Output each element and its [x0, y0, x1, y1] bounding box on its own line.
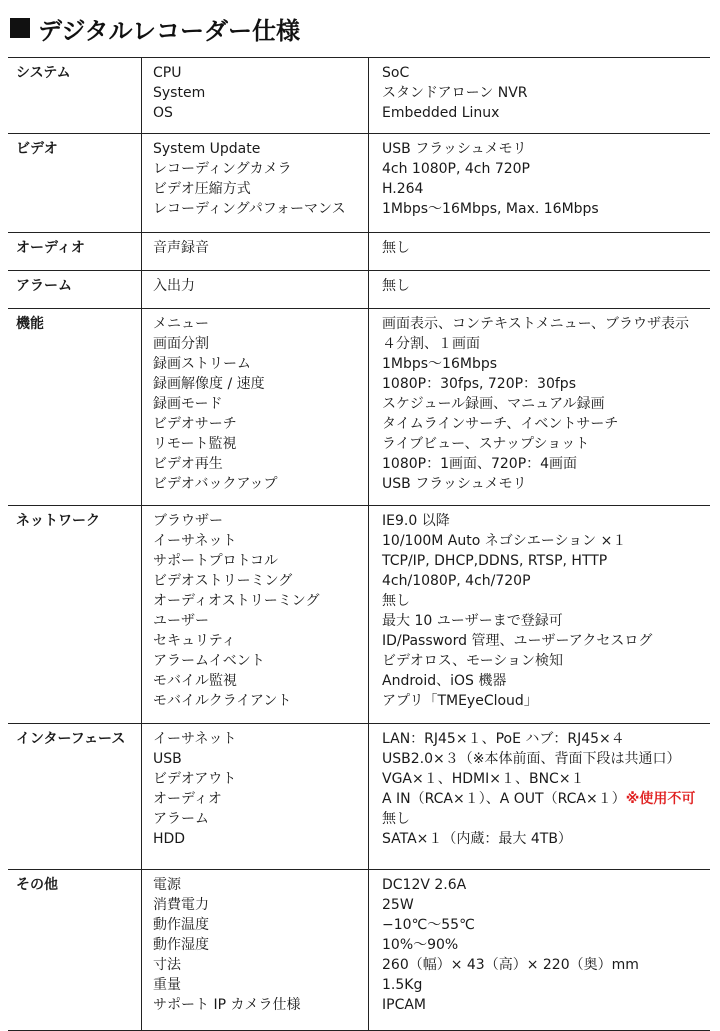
section-category: 機能 — [8, 309, 142, 506]
spec-value-line — [382, 915, 710, 935]
spec-table — [8, 57, 710, 1031]
spec-item-label: 録画モード — [153, 396, 223, 412]
spec-value-line — [382, 63, 710, 83]
section-values — [369, 58, 711, 134]
spec-value-line — [382, 935, 710, 955]
spec-value-line — [382, 83, 710, 103]
spec-value: IPCAM — [382, 997, 427, 1013]
spec-value-line — [382, 769, 710, 789]
spec-value-line — [382, 394, 710, 414]
spec-value-line — [382, 314, 710, 334]
spec-item-label: イーサネット — [153, 533, 237, 549]
spec-value: ビデオロス、モーション検知 — [382, 653, 564, 669]
spec-section — [8, 724, 710, 870]
spec-value: 画面表示、コンテキストメニュー、ブラウザ表示 — [382, 316, 690, 332]
spec-item-label: 寸法 — [153, 957, 181, 973]
spec-value: Embedded Linux — [382, 105, 500, 121]
spec-value-line — [382, 159, 710, 179]
spec-value-line — [382, 789, 710, 809]
section-category: オーディオ — [8, 233, 142, 271]
spec-value: 1080P：30fps, 720P：30fps — [382, 376, 576, 392]
spec-value: 最大 10 ユーザーまで登録可 — [382, 613, 563, 629]
spec-value-line — [382, 551, 710, 571]
spec-item-label: 音声録音 — [153, 240, 209, 256]
spec-value-line — [382, 875, 710, 895]
spec-item-label: 入出力 — [153, 278, 195, 294]
spec-value-line — [382, 276, 710, 296]
spec-value-line — [382, 354, 710, 374]
spec-value-line — [382, 829, 710, 849]
spec-value: 1.5Kg — [382, 977, 423, 993]
spec-item-label: レコーディングパフォーマンス — [153, 201, 346, 217]
section-items — [142, 271, 369, 309]
spec-item-label: ビデオサーチ — [153, 416, 237, 432]
section-category: その他 — [8, 870, 142, 1031]
spec-item-label: System — [153, 85, 206, 101]
section-items — [142, 724, 369, 870]
section-items — [142, 870, 369, 1031]
spec-value-line — [382, 571, 710, 591]
spec-item-label: オーディオストリーミング — [153, 593, 320, 609]
section-items — [142, 233, 369, 271]
spec-table-body — [8, 58, 710, 1031]
spec-value: 無し — [382, 240, 410, 256]
spec-value: H.264 — [382, 181, 424, 197]
section-category: インターフェース — [8, 724, 142, 870]
spec-item-label: イーサネット — [153, 731, 237, 747]
spec-value: タイムラインサーチ、イベントサーチ — [382, 416, 619, 432]
spec-value: DC12V 2.6A — [382, 877, 467, 893]
spec-item-label: ビデオストリーミング — [153, 573, 293, 589]
spec-value: 無し — [382, 593, 410, 609]
section-category: ビデオ — [8, 134, 142, 233]
spec-item-label: サポートプロトコル — [153, 553, 279, 569]
section-items — [142, 58, 369, 134]
spec-value: ID/Password 管理、ユーザーアクセスログ — [382, 633, 653, 649]
spec-value-line — [382, 531, 710, 551]
spec-section — [8, 233, 710, 271]
spec-value: TCP/IP, DHCP,DDNS, RTSP, HTTP — [382, 553, 608, 569]
page-title-text: デジタルレコーダー仕様 — [38, 16, 300, 45]
spec-item-label: アラーム — [153, 811, 209, 827]
spec-value: Android、iOS 機器 — [382, 673, 507, 689]
spec-value-line — [382, 955, 710, 975]
spec-value-line — [382, 199, 710, 219]
spec-item-label: ビデオ圧縮方式 — [153, 181, 251, 197]
spec-value-line — [382, 611, 710, 631]
spec-item-label: 録画解像度 / 速度 — [153, 376, 265, 392]
spec-item-label: 録画ストリーム — [153, 356, 251, 372]
spec-item-label: 動作温度 — [153, 917, 209, 933]
spec-value: ライブビュー、スナップショット — [382, 436, 590, 452]
spec-value: ４分割、１画面 — [382, 336, 480, 352]
spec-item-label: レコーディングカメラ — [153, 161, 292, 177]
spec-item-label: ブラウザー — [153, 513, 223, 529]
spec-value: USB2.0×３（※本体前面、背面下段は共通口） — [382, 751, 681, 767]
spec-value-line — [382, 454, 710, 474]
spec-value: VGA×１、HDMI×１、BNC×１ — [382, 771, 585, 787]
spec-section — [8, 58, 710, 134]
spec-value: SoC — [382, 65, 410, 81]
spec-item-label: 動作湿度 — [153, 937, 209, 953]
spec-value-line — [382, 103, 710, 123]
spec-value: アプリ「TMEyeCloud」 — [382, 693, 538, 709]
spec-value-line — [382, 591, 710, 611]
spec-section — [8, 134, 710, 233]
spec-value-line — [382, 749, 710, 769]
page-title — [8, 8, 708, 48]
spec-item-label: 画面分割 — [153, 336, 209, 352]
spec-value: 無し — [382, 811, 410, 827]
section-values — [369, 271, 711, 309]
spec-value-line — [382, 474, 710, 494]
spec-value: 260（幅）× 43（高）× 220（奥）mm — [382, 957, 639, 973]
warning-note: ※使用不可 — [625, 791, 696, 807]
spec-item-label: リモート監視 — [153, 436, 237, 452]
spec-value: 4ch 1080P, 4ch 720P — [382, 161, 530, 177]
spec-value-line — [382, 334, 710, 354]
section-items — [142, 506, 369, 724]
spec-item-label: 消費電力 — [153, 897, 209, 913]
square-bullet-icon — [10, 18, 30, 38]
spec-value-line — [382, 511, 710, 531]
section-items — [142, 309, 369, 506]
spec-value: A IN（RCA×１）、A OUT（RCA×１） — [382, 791, 626, 807]
section-category: ネットワーク — [8, 506, 142, 724]
spec-item-label: OS — [153, 105, 173, 121]
spec-value-line — [382, 895, 710, 915]
spec-item-label: オーディオ — [153, 791, 222, 807]
section-values — [369, 134, 711, 233]
spec-section — [8, 506, 710, 724]
spec-value: USB フラッシュメモリ — [382, 141, 527, 157]
spec-item-label: メニュー — [153, 316, 209, 332]
spec-item-label: モバイルクライアント — [153, 693, 292, 709]
spec-value-line — [382, 139, 710, 159]
spec-value-line — [382, 995, 710, 1015]
spec-value: 1Mbps〜16Mbps, Max. 16Mbps — [382, 201, 599, 217]
spec-value: 1080P：1画面、720P：4画面 — [382, 456, 578, 472]
spec-value-line — [382, 631, 710, 651]
spec-value: USB フラッシュメモリ — [382, 476, 527, 492]
spec-value: 10/100M Auto ネゴシエーション ×１ — [382, 533, 627, 549]
spec-value-line — [382, 975, 710, 995]
section-values — [369, 309, 711, 506]
spec-item-label: セキュリティ — [153, 633, 236, 649]
spec-value-line — [382, 691, 710, 711]
spec-value-line — [382, 414, 710, 434]
spec-item-label: ユーザー — [153, 613, 209, 629]
spec-section — [8, 271, 710, 309]
spec-item-label: 電源 — [153, 877, 181, 893]
spec-value: 無し — [382, 278, 410, 294]
spec-section — [8, 309, 710, 506]
section-values — [369, 233, 711, 271]
spec-value: IE9.0 以降 — [382, 513, 450, 529]
spec-value: −10℃〜55℃ — [382, 917, 475, 933]
section-values — [369, 506, 711, 724]
spec-item-label: アラームイベント — [153, 653, 265, 669]
spec-value-line — [382, 809, 710, 829]
spec-section — [8, 870, 710, 1031]
spec-value-line — [382, 374, 710, 394]
spec-item-label: ビデオ再生 — [153, 456, 223, 472]
spec-item-label: ビデオアウト — [153, 771, 237, 787]
spec-value-line — [382, 179, 710, 199]
section-category: システム — [8, 58, 142, 134]
spec-value: 1Mbps〜16Mbps — [382, 356, 498, 372]
spec-item-label: 重量 — [153, 977, 181, 993]
spec-value: スケジュール録画、マニュアル録画 — [382, 396, 605, 412]
spec-value: 25W — [382, 897, 414, 913]
spec-item-label: System Update — [153, 141, 261, 157]
section-values — [369, 724, 711, 870]
spec-item-label: サポート IP カメラ仕様 — [153, 997, 301, 1013]
spec-item-label: CPU — [153, 65, 182, 81]
spec-item-label: モバイル監視 — [153, 673, 237, 689]
section-items — [142, 134, 369, 233]
section-values — [369, 870, 711, 1031]
spec-value-line — [382, 651, 710, 671]
spec-value: スタンドアローン NVR — [382, 85, 528, 101]
spec-item-label: HDD — [153, 831, 186, 847]
spec-value-line — [382, 238, 710, 258]
section-category: アラーム — [8, 271, 142, 309]
spec-value-line — [382, 729, 710, 749]
spec-value-line — [382, 434, 710, 454]
spec-value: 4ch/1080P, 4ch/720P — [382, 573, 531, 589]
spec-value: SATA×１（内蔵：最大 4TB） — [382, 831, 572, 847]
spec-value: LAN：RJ45×１、PoE ハブ：RJ45×４ — [382, 731, 625, 747]
spec-value: 10%〜90% — [382, 937, 459, 953]
spec-item-label: USB — [153, 751, 182, 767]
spec-item-label: ビデオバックアップ — [153, 476, 278, 492]
spec-value-line — [382, 671, 710, 691]
